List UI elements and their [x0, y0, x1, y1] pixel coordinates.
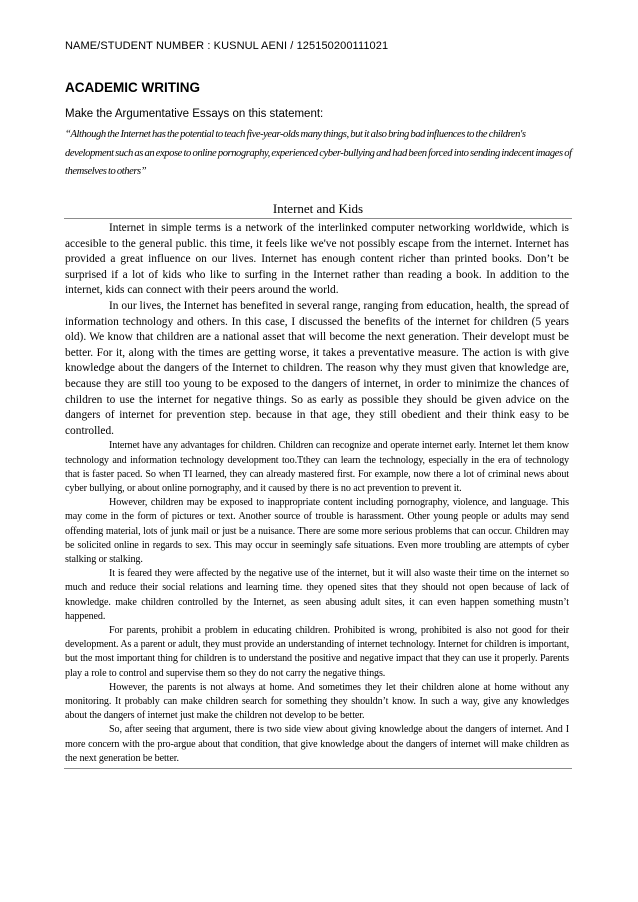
- essay-statement-quote: “Although the Internet has the potential to teach five-year-olds many things, but it also bring bad influences to the children's development such as an expose to online pornography, experienced cyber-bullying and had been forced into sending indecent images of themselves to others”: [65, 129, 572, 177]
- essay-paragraph: However, the parents is not always at home. And sometimes they let their children alone at home without any monitoring. It probably can make children search for something they shouldn’t know. In such a way, give any knowledges about the dangers of internet just make the children not develop to be better.: [65, 681, 569, 722]
- essay-paragraph: So, after seeing that argument, there is two side view about giving knowledge about the dangers of internet. And I more concern with the pro-argue about that condition, that give knowledge about the dangers of internet will make children as the next generation be better.: [65, 724, 569, 764]
- essay-table: [64, 200, 572, 769]
- essay-title: Internet and Kids: [272, 201, 364, 216]
- essay-paragraph: For parents, prohibit a problem in educating children. Prohibited is wrong, prohibited is also not good for their development. As a parent or adult, they must provide an understanding of internet technology. Internet for children is important, but the most important thing for children is to understand the positive and negative impact that they can use it properly. Parents play a role to control and supervise them so they do not carry the negative things.: [65, 624, 569, 679]
- essay-paragraph: However, children may be exposed to inappropriate content including pornography, violence, and language. This may come in the form of pictures or text. Another source of trouble is harassment. Other young people or adults may send offending material, lots of junk mail or just be a nuisance. There are some more serious problems that can occur. Children may be solicited online in regards to sex. This may occur in seemingly safe situations. Even more troubling are attempts of cyber stalking or stalking.: [65, 497, 569, 565]
- essay-body: [64, 219, 572, 768]
- essay-paragraph: Internet have any advantages for children. Children can recognize and operate internet early. Internet let them know technology and information technology development too.Tthey can learn the technology, especially in the era of technology that is faster paced. So when TI learned, they can already mastered first. For example, now there a lot of criminal news about cyber bullying, or about online pornography, and it caused by there is no act prevention to prevent it.: [65, 440, 569, 494]
- student-name-line: NAME/STUDENT NUMBER : KUSNUL AENI / 125150200111021: [65, 40, 389, 52]
- assignment-instruction: Make the Argumentative Essays on this statement:: [65, 108, 324, 120]
- course-title: ACADEMIC WRITING: [65, 80, 200, 95]
- essay-paragraph: In our lives, the Internet has benefited in several range, ranging from education, health, the spread of information technology and others. In this case, I discussed the benefits of the internet for children (5 years old). We know that children are a national asset that will become the next generation. Their developt must be better. For it, along with the times are getting worse, it takes a preventative measure. The action is with give knowledge about the dangers of the Internet to children. The reason why they must given that knowledge are, because they are still too young to be exposed to the dangers of internet, in order to minimize the chances of children to use the internet for negative things. So as early as possible they should be given advice on the dangers of internet for prevention step. because in that age, they still obedient and their think easy to be controlled.: [65, 299, 569, 437]
- essay-paragraph: It is feared they were affected by the negative use of the internet, but it will also waste their time on the internet so much and reduce their social relations and learning time. they opened sites that they should not open because of lack of knowledge. make children controlled by the Internet, as seen abusing adult sites, it can even happen something mustn’t happened.: [65, 568, 569, 622]
- essay-paragraph: Internet in simple terms is a network of the interlinked computer networking worldwide, which is accesible to the general public. this time, it feels like we've not possibly escape from the internet. Internet has provided a great influence on our lives. Internet has enough content richer than printed books. Don’t be surprised if a lot of kids who like to surfing in the Internet rather than reading a book. In addition to the internet, kids can connect with their peers around the world.: [65, 222, 569, 297]
- essay-bottom-rule: [64, 768, 572, 769]
